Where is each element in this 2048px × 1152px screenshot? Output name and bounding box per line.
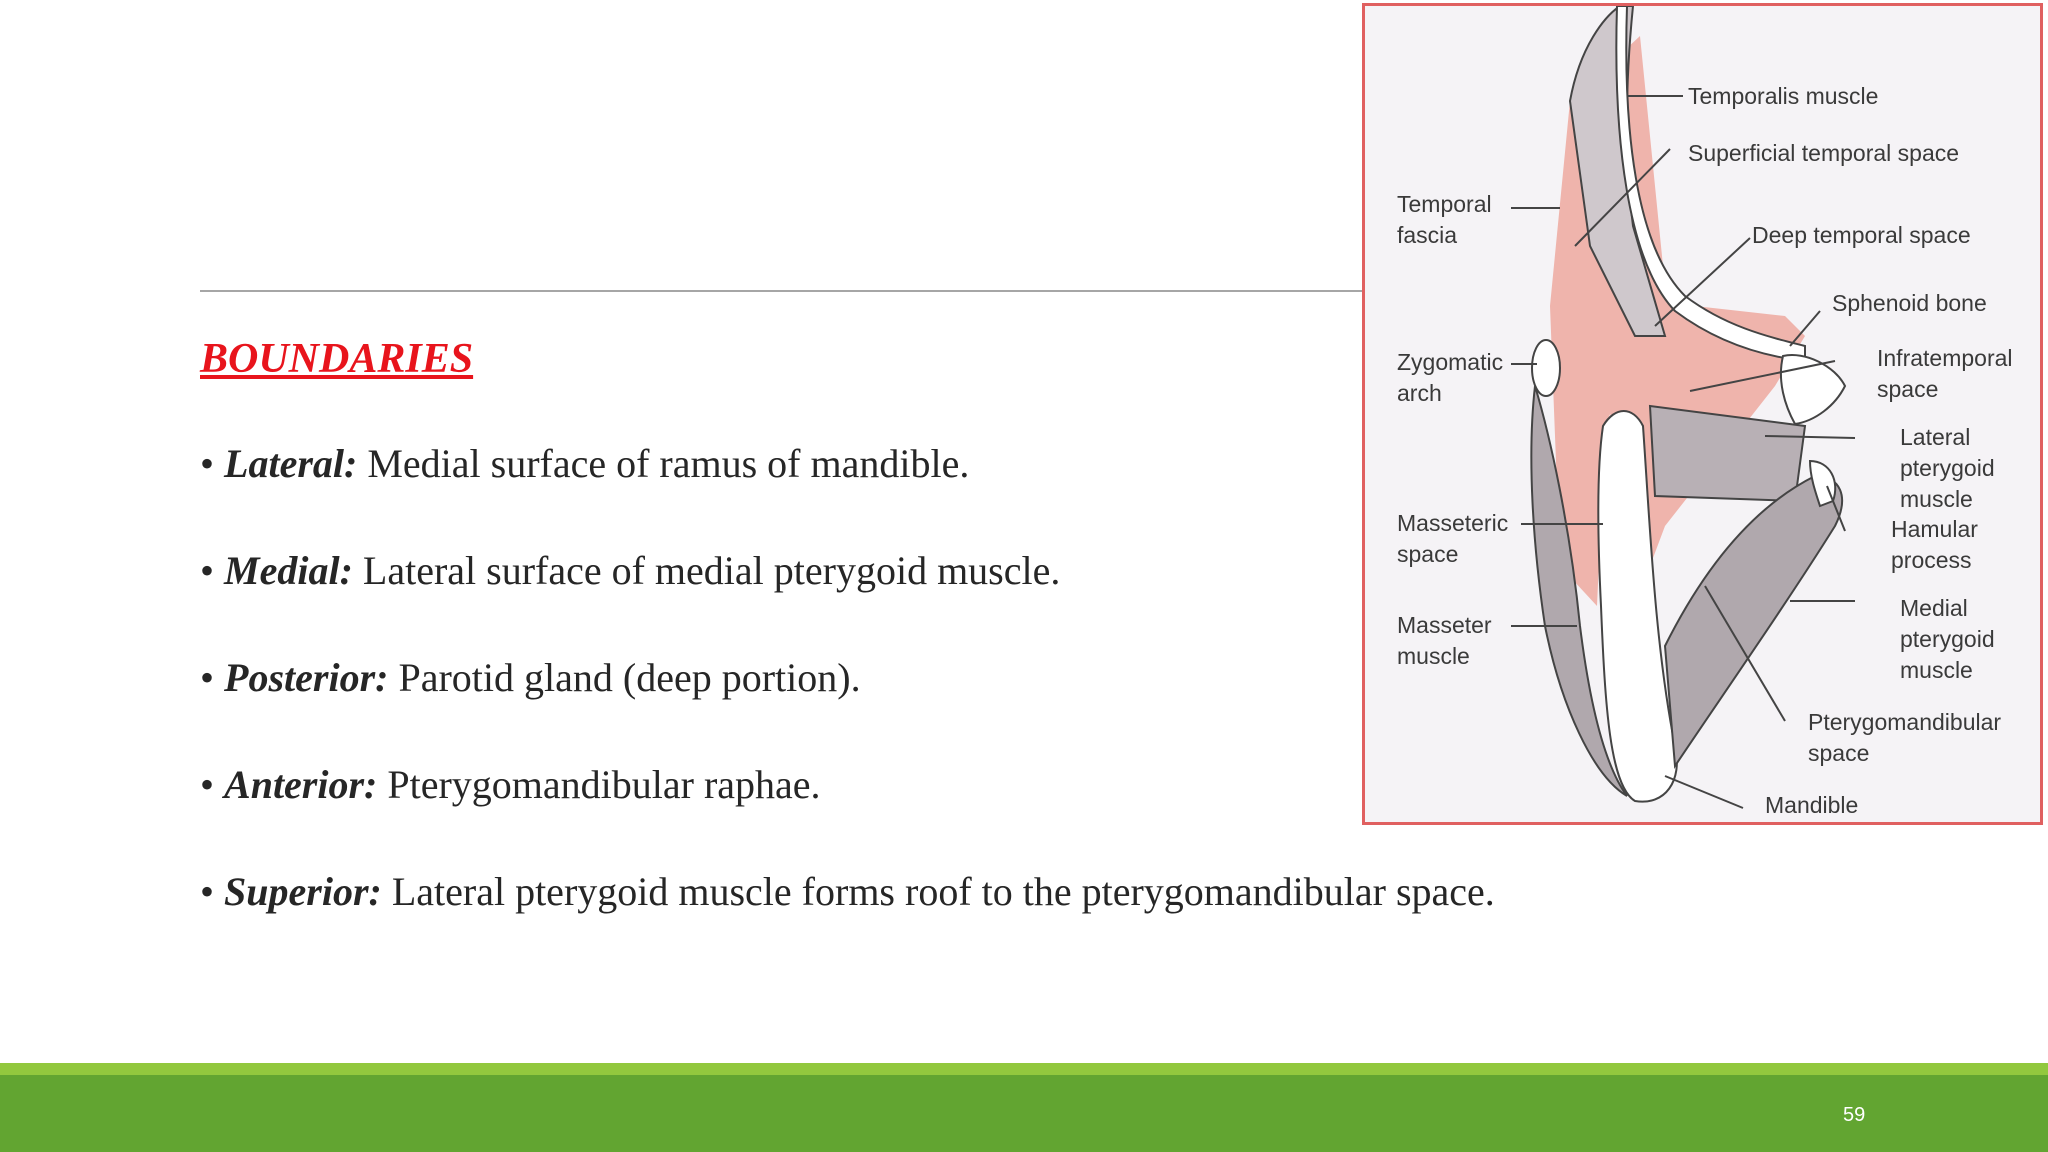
bullet-text: Lateral surface of medial pterygoid muscle. — [352, 548, 1061, 593]
label-infratemporal-space-line1: Infratemporal — [1877, 345, 2013, 371]
label-pterygomandibular-space-line1: Pterygomandibular — [1808, 709, 2002, 735]
label-temporal-fascia-line2: fascia — [1397, 222, 1458, 248]
bullet-text: Medial surface of ramus of mandible. — [357, 441, 970, 486]
bullet-text: Lateral pterygoid muscle forms roof to the pterygomandibular space. — [381, 869, 1495, 914]
label-sphenoid-bone: Sphenoid bone — [1832, 290, 1987, 316]
label-superficial-temporal-space: Superficial temporal space — [1688, 140, 1960, 166]
anatomy-diagram — [1362, 3, 2043, 825]
label-infratemporal-space-line2: space — [1877, 376, 1939, 402]
label-temporalis-muscle: Temporalis muscle — [1688, 83, 1879, 109]
bullet-marker: • — [200, 869, 215, 914]
label-masseteric-space-line1: Masseteric — [1397, 510, 1509, 536]
label-hamular-process-line1: Hamular — [1891, 516, 1978, 542]
bullet-text: Pterygomandibular raphae. — [377, 762, 821, 807]
label-zygomatic-arch-line1: Zygomatic — [1397, 349, 1504, 375]
leader-mandible — [1665, 776, 1743, 808]
bullet-posterior — [200, 654, 1495, 761]
label-lateral-pterygoid-line2: pterygoid — [1900, 455, 1995, 481]
label-temporal-fascia-line1: Temporal — [1397, 191, 1492, 217]
label-medial-pterygoid-line3: muscle — [1900, 657, 1973, 683]
bullet-marker: • — [200, 548, 215, 593]
bullet-term: Posterior: — [224, 655, 389, 700]
label-masseter-muscle-line1: Masseter — [1397, 612, 1492, 638]
anatomy-diagram-svg — [1365, 6, 2040, 822]
label-zygomatic-arch-line2: arch — [1397, 380, 1442, 406]
boundaries-list — [200, 440, 1495, 975]
bullet-superior — [200, 868, 1495, 975]
label-deep-temporal-space: Deep temporal space — [1752, 222, 1971, 248]
lateral-pterygoid-shape — [1650, 406, 1805, 501]
title-divider — [200, 290, 1362, 292]
bullet-term: Anterior: — [224, 762, 378, 807]
bullet-term: Lateral: — [224, 441, 358, 486]
label-pterygomandibular-space-line2: space — [1808, 740, 1870, 766]
page-number: 59 — [1843, 1104, 1866, 1126]
bullet-medial — [200, 547, 1495, 654]
label-hamular-process-line2: process — [1891, 547, 1972, 573]
bullet-marker: • — [200, 762, 215, 807]
label-masseter-muscle-line2: muscle — [1397, 643, 1470, 669]
bullet-marker: • — [200, 655, 215, 700]
bullet-text: Parotid gland (deep portion). — [388, 655, 861, 700]
bullet-marker: • — [200, 441, 215, 486]
footer-accent-bar — [0, 1063, 2048, 1075]
footer-bar — [0, 1075, 2048, 1152]
label-lateral-pterygoid-line1: Lateral — [1900, 424, 1971, 450]
label-mandible: Mandible — [1765, 792, 1859, 818]
bullet-term: Medial: — [224, 548, 353, 593]
bullet-term: Superior: — [224, 869, 382, 914]
label-masseteric-space-line2: space — [1397, 541, 1459, 567]
label-medial-pterygoid-line2: pterygoid — [1900, 626, 1995, 652]
label-lateral-pterygoid-line3: muscle — [1900, 486, 1973, 512]
bullet-anterior — [200, 761, 1495, 868]
label-medial-pterygoid-line1: Medial — [1900, 595, 1968, 621]
section-heading: BOUNDARIES — [200, 336, 474, 382]
bullet-lateral — [200, 440, 1495, 547]
